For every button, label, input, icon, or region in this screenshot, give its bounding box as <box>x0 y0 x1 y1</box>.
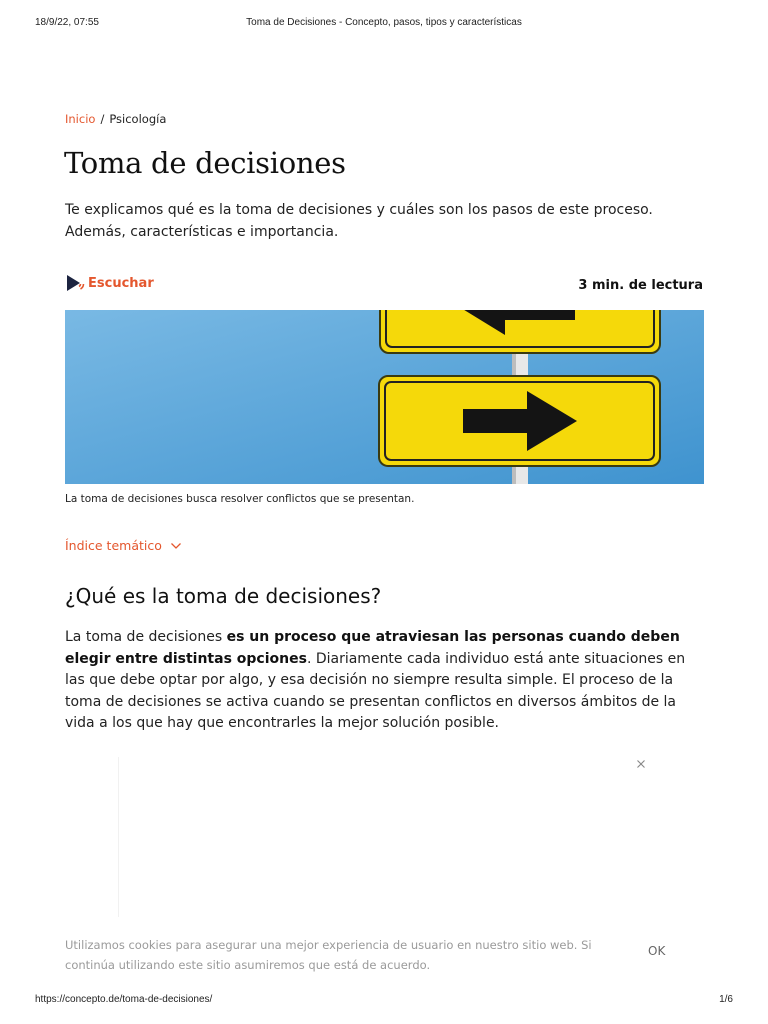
page-title: Toma de decisiones <box>64 146 346 180</box>
chevron-down-icon <box>170 540 182 552</box>
ad-placeholder <box>118 757 655 917</box>
read-time: 3 min. de lectura <box>578 278 703 293</box>
article-subtitle: Te explicamos qué es la toma de decisiones y cuáles son los pasos de este proceso. Además, características e importancia. <box>65 202 653 240</box>
cookie-text: Utilizamos cookies para asegurar una mejor experiencia de usuario en nuestro sitio web. Si continúa utilizando este sitio asumiremos que está de acuerdo. <box>65 938 592 972</box>
play-audio-icon <box>65 273 85 293</box>
listen-button[interactable] <box>65 273 154 293</box>
print-doc-title: Toma de Decisiones - Concepto, pasos, tipos y características <box>246 17 522 28</box>
toc-label: Índice temático <box>65 538 162 553</box>
image-caption: La toma de decisiones busca resolver conflictos que se presentan. <box>65 493 415 505</box>
breadcrumb-home-link[interactable]: Inicio <box>65 112 96 126</box>
close-icon[interactable] <box>634 757 648 771</box>
hero-image <box>65 310 704 484</box>
breadcrumb-separator: / <box>100 112 105 126</box>
paragraph-bold: es un proceso que atraviesan las personas cuando deben elegir entre distintas opciones <box>65 629 680 667</box>
article-paragraph <box>65 627 705 735</box>
cookie-ok-button[interactable]: OK <box>648 944 666 958</box>
toc-toggle[interactable] <box>65 538 182 553</box>
cookie-banner <box>0 926 768 988</box>
section-heading: ¿Qué es la toma de decisiones? <box>65 584 382 608</box>
print-date: 18/9/22, 07:55 <box>35 17 99 28</box>
paragraph-rest: . Diariamente cada individuo está ante situaciones en las que debe optar por algo, y esa decisión no siempre resulta simple. El proceso de la toma de decisiones se activa cuando se presentan conflictos en diversos ámbitos de la vida a los que hay que encontrarles la mejor solución posible. <box>65 650 686 731</box>
listen-label: Escuchar <box>88 275 154 291</box>
print-url: https://concepto.de/toma-de-decisiones/ <box>35 994 213 1005</box>
breadcrumb <box>65 112 166 126</box>
breadcrumb-current[interactable]: Psicología <box>109 112 167 126</box>
print-page-count: 1/6 <box>719 994 733 1005</box>
paragraph-intro: La toma de decisiones <box>65 629 227 645</box>
road-signs-illustration <box>65 310 704 484</box>
